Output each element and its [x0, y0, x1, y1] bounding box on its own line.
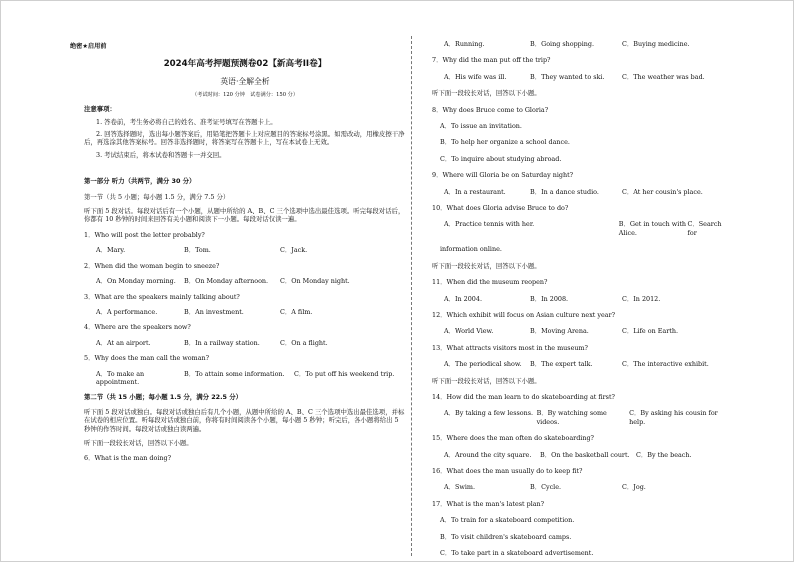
option-a: A．Swim.	[444, 483, 475, 492]
options-row	[84, 370, 406, 387]
option-c: C．By the beach.	[636, 450, 692, 459]
option-c: C．The interactive exhibit.	[622, 360, 709, 369]
option-a: A．Running.	[444, 40, 485, 48]
note-item: 3. 考试结束后，将本试卷和答题卡一并交回。	[96, 150, 226, 159]
option-a: A．To issue an invitation.	[440, 122, 522, 131]
option-c: C．At her cousin's place.	[622, 187, 703, 196]
option-a: A．Around the city square.	[444, 450, 532, 459]
option-a: A．By taking a few lessons.	[444, 409, 534, 418]
option-b: B．Tom.	[184, 246, 211, 255]
secret-mark: 绝密★启用前	[70, 43, 107, 50]
note-item: 1. 答卷前，考生务必将自己的姓名、准考证号填写在答题卡上。	[96, 117, 277, 126]
options-row	[84, 246, 406, 254]
option-a: A．His wife was ill.	[444, 72, 507, 81]
q9-options	[432, 188, 732, 196]
option-b: B．An investment.	[184, 307, 244, 316]
q16-options	[432, 483, 732, 491]
right-column	[432, 40, 732, 557]
option-c: C．To take part in a skateboard advertisement.	[440, 549, 594, 557]
option-c: C．On Monday night.	[280, 277, 350, 286]
question-7-text: 7．Why did the man put off the trip?	[432, 56, 551, 65]
option-b: B．In 2008.	[530, 294, 569, 303]
option-b: B．They wanted to ski.	[530, 72, 605, 81]
options-row	[84, 339, 406, 347]
option-c: C．The weather was bad.	[622, 72, 705, 81]
option-c-continued: information online.	[440, 245, 502, 254]
option-c: C．To put off his weekend trip.	[294, 369, 395, 378]
q10-options	[432, 220, 732, 237]
section2-instructions: 听下面 5 段对话或独白。每段对话或独白后有几个小题，从题中所给的 A、B、C 三个选项中选出最佳选项，并标在试卷的相应位置。听每段对话或独白前，你将有时间阅读各个小题，每小题 5 秒钟；听完后，各小题将给出 5 秒钟的作答时间。每段对话或独白读两遍。	[84, 407, 405, 433]
option-b: B．The expert talk.	[530, 360, 593, 369]
option-b: B．In a dance studio.	[530, 187, 599, 196]
option-a: A．Practice tennis with her.	[444, 220, 535, 229]
option-a: A．To train for a skateboard competition.	[440, 516, 575, 525]
question-14-text: 14．How did the man learn to do skateboarding at first?	[432, 392, 615, 401]
option-c: C．Search for	[687, 220, 722, 237]
option-a: A．At an airport.	[96, 338, 151, 347]
exam-title: 2024年高考押题预测卷02【新高考II卷】	[163, 59, 327, 69]
option-c: C．A film.	[280, 307, 313, 316]
option-a: A．A performance.	[96, 307, 158, 316]
section1-heading: 第一节（共 5 小题；每小题 1.5 分，满分 7.5 分）	[84, 192, 230, 201]
listen-instruction: 听下面一段较长对话，回答以下小题。	[432, 261, 541, 270]
column-divider	[411, 36, 412, 556]
question-text: 5．Why does the man call the woman?	[84, 354, 210, 363]
question-17-text: 17．What is the man's latest plan?	[432, 499, 545, 508]
option-b: B．By watching some videos.	[536, 409, 607, 426]
option-b: B．Going shopping.	[530, 40, 595, 48]
note-item: 2. 回答选择题时，选出每小题答案后，用铅笔把答题卡上对应题目的答案标号涂黑。如需改动，用橡皮擦干净后，再选涂其他答案标号。回答非选择题时，将答案写在答题卡上，写在本试卷上无效。	[84, 130, 405, 147]
section2-heading: 第二节（共 15 小题；每小题 1.5 分，满分 22.5 分）	[84, 393, 242, 402]
exam-meta: （考试时间：120 分钟 试卷满分：150 分）	[191, 91, 299, 98]
question-text: 1．Who will post the letter probably?	[84, 230, 205, 239]
listen-instruction: 听下面一段较长对话，回答以下小题。	[432, 89, 541, 98]
option-c: C．On a flight.	[280, 338, 328, 347]
question-1	[84, 231, 406, 255]
option-c: C．Jog.	[622, 483, 646, 492]
left-column	[84, 40, 406, 463]
option-c: C．Jack.	[280, 246, 308, 255]
question-9-text: 9．Where will Gloria be on Saturday night?	[432, 171, 574, 180]
question-8-text: 8．Why does Bruce come to Gloria?	[432, 105, 549, 114]
option-c: C．In 2012.	[622, 294, 661, 303]
question-13-text: 13．What attracts visitors most in the museum?	[432, 343, 588, 352]
question-10-text: 10．What does Gloria advise Bruce to do?	[432, 204, 569, 213]
section1-instructions: 听下面 5 段对话。每段对话后有一个小题，从题中所给的 A、B、C 三个选项中选出最佳选项。听完每段对话后，你都有 10 秒钟的时间来回答有关小题和阅读下一小题。每段对话仅读一遍。	[84, 207, 405, 224]
question-11-text: 11．When did the museum reopen?	[432, 278, 548, 287]
q11-options	[432, 295, 732, 303]
question-16-text: 16．What does the man usually do to keep fit?	[432, 466, 583, 475]
option-b: B．Cycle.	[530, 483, 562, 492]
option-a: A．In a restaurant.	[444, 187, 506, 196]
option-c: C．Buying medicine.	[622, 40, 690, 48]
question-12-text: 12．Which exhibit will focus on Asian culture next year?	[432, 310, 616, 319]
option-a: A．World View.	[444, 327, 494, 336]
option-a: A．Mary.	[96, 246, 126, 255]
option-a: A．The periodical show.	[444, 360, 522, 369]
option-a: A．On Monday morning.	[96, 277, 176, 286]
option-b: B．Get in touch with Alice.	[618, 220, 687, 237]
q7-options	[432, 73, 732, 81]
q15-options	[432, 451, 732, 459]
part1-heading: 第一部分 听力（共两节，满分 30 分）	[84, 177, 196, 186]
question-6-text: 6．What is the man doing?	[84, 454, 172, 463]
options-row	[84, 277, 406, 285]
option-c: C．Life on Earth.	[622, 327, 678, 336]
question-4	[84, 323, 406, 347]
question-5	[84, 354, 406, 386]
question-2	[84, 262, 406, 286]
question-3	[84, 293, 406, 317]
option-c: C．To inquire about studying abroad.	[440, 154, 562, 163]
q12-options	[432, 327, 732, 335]
option-b: B．To help her organize a school dance.	[440, 138, 570, 147]
option-a: A．To make an appointment.	[96, 369, 145, 386]
listen-instruction: 听下面一段较长对话，回答以下小题。	[84, 438, 193, 447]
listen-instruction: 听下面一段较长对话，回答以下小题。	[432, 376, 541, 385]
option-b: B．Moving Arena.	[530, 327, 589, 336]
notes-heading: 注意事项：	[84, 105, 116, 114]
q13-options	[432, 360, 732, 368]
question-15-text: 15．Where does the man often do skateboarding?	[432, 434, 594, 443]
option-b: B．To attain some information.	[184, 369, 285, 378]
option-b: B．To visit children's skateboard camps.	[440, 532, 572, 541]
q6-options	[432, 40, 732, 48]
option-b: B．On the basketball court.	[540, 450, 630, 459]
options-row	[84, 308, 406, 316]
question-text: 4．Where are the speakers now?	[84, 323, 191, 332]
question-text: 2．When did the woman begin to sneeze?	[84, 261, 220, 270]
option-b: B．On Monday afternoon.	[184, 277, 269, 286]
exam-subtitle: 英语·全解全析	[220, 77, 270, 87]
option-b: B．In a railway station.	[184, 338, 260, 347]
q14-options	[432, 409, 732, 426]
option-c: C．By asking his cousin for help.	[629, 409, 718, 426]
question-text: 3．What are the speakers mainly talking about?	[84, 292, 240, 301]
option-a: A．In 2004.	[444, 294, 482, 303]
